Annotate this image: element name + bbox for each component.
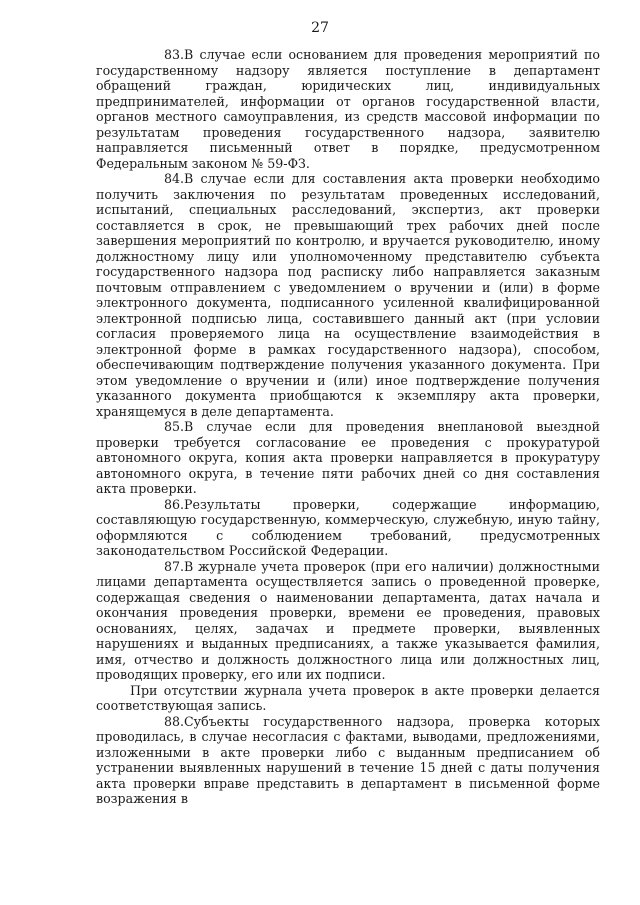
paragraph-number: 87. — [164, 558, 185, 574]
paragraph-85 — [96, 419, 600, 497]
page-number: 27 — [311, 20, 329, 36]
paragraph-text: Субъекты государственного надзора, проверка которых проводилась, в случае несогласия с фактами, выводами, предложениями, изложенными в акте проверки либо с выданным предписанием об устранении выявленных нарушений в течение 15 дней с даты получения акта проверки вправе представить в департамент в письменной форме возражения в — [96, 713, 600, 806]
paragraph-87-note — [96, 683, 600, 714]
paragraph-88 — [96, 714, 600, 807]
paragraph-number: 88. — [164, 713, 185, 729]
paragraph-number: 83. — [164, 47, 185, 62]
paragraph-text: В случае если для проведения внеплановой выездной проверки требуется согласование ее проведения с прокуратурой автономного округа, копия акта проверки направляется в прокуратуру автономного округа, в течение пяти рабочих дней со дня составления акта проверки. — [96, 419, 600, 496]
paragraph-number: 84. — [164, 171, 185, 186]
paragraph-87 — [96, 559, 600, 683]
paragraph-text: В случае если основанием для проведения мероприятий по государственному надзору является поступление в департамент обращений граждан, юридических лиц, индивидуальных предпринимателей, информации от органов государственной власти, органов местного самоуправления, из средств массовой информации по результатам проведения государственного надзора, заявителю направляется письменный ответ в порядке, предусмотренном Федеральным законом № 59-ФЗ. — [96, 47, 600, 171]
paragraph-84 — [96, 171, 600, 419]
document-body — [96, 47, 600, 807]
paragraph-text: В журнале учета проверок (при его наличии) должностными лицами департамента осуществляется запись о проведенной проверке, содержащая сведения о наименовании департамента, датах начала и окончания проведения проверки, времени ее проведения, правовых основаниях, целях, задачах и предмете проверки, выявленных нарушениях и выданных предписаниях, а также указывается фамилия, имя, отчество и должность должностного лица или должностных лиц, проводящих проверку, его или их подписи. — [96, 558, 600, 682]
paragraph-number: 86. — [164, 496, 185, 512]
paragraph-86 — [96, 497, 600, 559]
paragraph-text: Результаты проверки, содержащие информацию, составляющую государственную, коммерческую, служебную, иную тайну, оформляются с соблюдением требований, предусмотренных законодательством Российской Федерации. — [96, 496, 600, 558]
paragraph-number: 85. — [164, 419, 185, 434]
paragraph-text: При отсутствии журнала учета проверок в акте проверки делается соответствующая запись. — [96, 682, 600, 713]
paragraph-83 — [96, 47, 600, 171]
paragraph-text: В случае если для составления акта проверки необходимо получить заключения по результатам проведенных исследований, испытаний, специальных расследований, экспертиз, акт проверки составляется в срок, не превышающий трех рабочих дней после завершения мероприятий по контролю, и вручается руководителю, иному должностному лицу или уполномоченному представителю субъекта государственного надзора под расписку либо направляется заказным почтовым отправлением с уведомлением о вручении и (или) в форме электронного документа, подписанного усиленной квалифицированной электронной подписью лица, составившего данный акт (при условии согласия проверяемого лица на осуществление взаимодействия в электронной форме в рамках государственного надзора), способом, обеспечивающим подтверждение получения указанного документа. При этом уведомление о вручении и (или) иное подтверждение получения указанного документа приобщаются к экземпляру акта проверки, хранящемуся в деле департамента. — [96, 171, 600, 419]
